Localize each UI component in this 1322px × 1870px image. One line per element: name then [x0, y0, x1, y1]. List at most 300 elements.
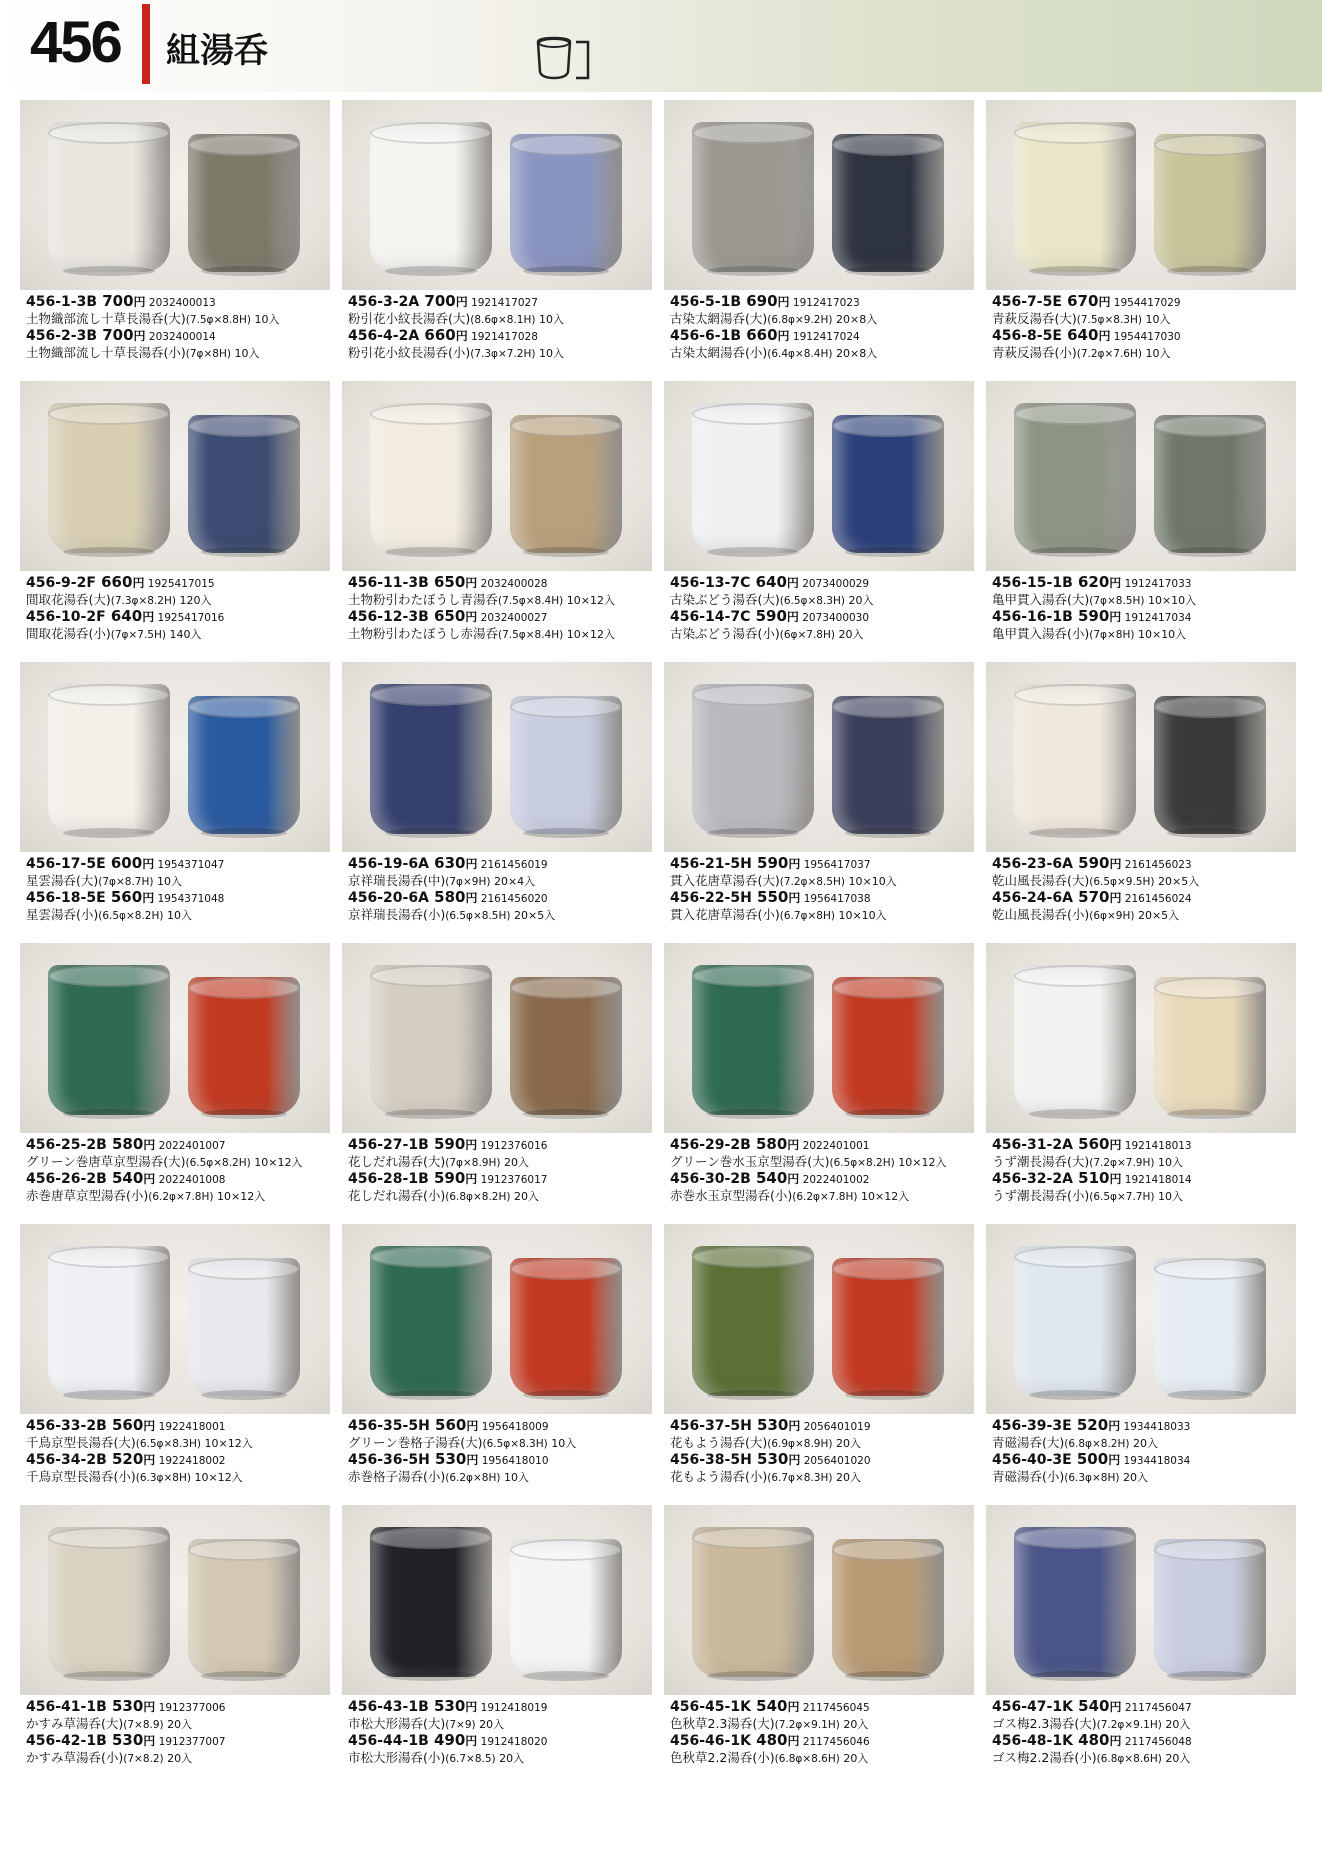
- product-price: 650: [428, 607, 466, 625]
- product-name: 青磁湯呑(大): [992, 1435, 1065, 1450]
- pack-quantity: 10入: [1141, 313, 1171, 326]
- yen-unit: 円: [1098, 329, 1111, 343]
- product-desc-line: [670, 907, 976, 924]
- product-size: (6.7×8.5): [445, 1753, 496, 1765]
- yen-unit: 円: [1109, 891, 1122, 905]
- product-size: (7.2φ×9.1H): [774, 1719, 840, 1731]
- product-price: 520: [1071, 1416, 1109, 1434]
- yen-unit: 円: [143, 1453, 156, 1467]
- product-code-line: [26, 294, 332, 311]
- product-size: (8.6φ×8.1H): [470, 314, 536, 326]
- product-info: [348, 856, 654, 924]
- teacup: [188, 1258, 300, 1396]
- teacup: [692, 403, 814, 553]
- yen-unit: 円: [787, 1172, 800, 1186]
- product-code-line: [26, 1452, 332, 1469]
- product-size: (6φ×7.8H): [779, 629, 835, 641]
- product-code: 456-6-1B: [670, 328, 741, 344]
- yen-unit: 円: [466, 1453, 479, 1467]
- product-price: 660: [741, 326, 778, 344]
- teacup-shadow: [201, 1671, 286, 1681]
- yen-unit: 円: [142, 610, 155, 624]
- product-price: 590: [750, 607, 787, 625]
- product-name: 星雲湯呑(大): [26, 873, 99, 888]
- teacup-rim: [692, 122, 814, 144]
- product-cell: [18, 662, 334, 944]
- product-photo: [986, 381, 1296, 571]
- yen-unit: 円: [143, 1734, 156, 1748]
- teacup: [188, 1539, 300, 1677]
- pack-quantity: 10入: [1141, 347, 1171, 360]
- product-size: (7×8.9): [123, 1719, 164, 1731]
- teacup-rim: [832, 415, 944, 437]
- jan-code: 2022401001: [799, 1140, 870, 1152]
- teacup-shadow: [845, 828, 930, 838]
- product-price: 590: [751, 854, 789, 872]
- teacup: [1154, 1258, 1266, 1396]
- product-cell: [984, 1224, 1300, 1506]
- jan-code: 2022401002: [799, 1174, 870, 1186]
- jan-code: 2161456019: [477, 859, 548, 871]
- product-desc-line: [348, 1469, 654, 1486]
- product-desc-line: [670, 1716, 976, 1733]
- product-desc-line: [670, 1154, 976, 1171]
- product-size: (6.5φ×8.5H): [445, 910, 511, 922]
- product-cell: [984, 943, 1300, 1225]
- pack-quantity: 20入: [495, 1752, 525, 1765]
- product-size: (7φ×8.9H): [445, 1157, 501, 1169]
- teacup-shadow: [707, 266, 800, 276]
- product-price: 540: [750, 1169, 788, 1187]
- yen-unit: 円: [1109, 576, 1122, 590]
- product-code: 456-10-2F: [26, 609, 106, 625]
- pack-quantity: 20×5入: [1154, 875, 1200, 888]
- product-desc-line: [992, 1750, 1298, 1767]
- teacup-shadow: [523, 1671, 608, 1681]
- teacup-shadow: [63, 1109, 156, 1119]
- teacup: [1014, 403, 1136, 553]
- product-price: 560: [105, 888, 143, 906]
- yen-unit: 円: [132, 576, 145, 590]
- product-desc-line: [670, 311, 976, 328]
- product-info: [26, 1418, 332, 1486]
- product-code-line: [348, 856, 654, 873]
- product-desc-line: [992, 1188, 1298, 1205]
- teacup: [188, 415, 300, 553]
- teacup-rim: [510, 977, 622, 999]
- product-code: 456-12-3B: [348, 609, 429, 625]
- product-code-line: [992, 890, 1298, 907]
- product-size: (6φ×9H): [1089, 910, 1135, 922]
- jan-code: 1921418014: [1121, 1174, 1192, 1186]
- pack-quantity: 10×12入: [563, 594, 615, 607]
- pack-quantity: 10×12入: [213, 1190, 266, 1203]
- product-price: 530: [751, 1416, 789, 1434]
- product-cell: [340, 1224, 656, 1506]
- teacup: [370, 684, 492, 834]
- product-desc-line: [26, 626, 332, 643]
- product-cell: [662, 381, 978, 663]
- teacup: [692, 122, 814, 272]
- yen-unit: 円: [455, 329, 468, 343]
- jan-code: 1912418020: [477, 1736, 548, 1748]
- teacup: [692, 684, 814, 834]
- pack-quantity: 10入: [163, 909, 192, 922]
- teacup: [832, 415, 944, 553]
- product-photo: [342, 1505, 652, 1695]
- product-photo: [20, 943, 330, 1133]
- product-info: [348, 294, 654, 362]
- jan-code: 2117456048: [1121, 1736, 1192, 1748]
- jan-code: 1921418013: [1121, 1140, 1192, 1152]
- teacup: [48, 403, 170, 553]
- teacup-rim: [1014, 122, 1136, 144]
- product-size: (6.3φ×8H): [135, 1472, 191, 1484]
- jan-code: 2056401019: [800, 1421, 871, 1433]
- product-name: 市松大形湯呑(小): [348, 1750, 446, 1765]
- pack-quantity: 10×12入: [250, 1156, 303, 1169]
- yen-unit: 円: [133, 295, 146, 309]
- product-price: 480: [1072, 1731, 1110, 1749]
- product-code-line: [992, 1452, 1298, 1469]
- product-price: 530: [429, 1450, 467, 1468]
- pack-quantity: 120入: [175, 594, 212, 607]
- yen-unit: 円: [787, 1138, 800, 1152]
- page-number: 456: [30, 10, 121, 75]
- teacup-shadow: [1167, 1109, 1252, 1119]
- product-info: [992, 1699, 1298, 1767]
- yen-unit: 円: [143, 1419, 156, 1433]
- product-desc-line: [26, 345, 332, 362]
- jan-code: 1956418010: [478, 1455, 549, 1467]
- yen-unit: 円: [465, 891, 478, 905]
- teacup-rim: [1154, 1539, 1266, 1561]
- product-name: 粉引花小紋長湯呑(大): [348, 311, 471, 326]
- teacup-shadow: [845, 1390, 930, 1400]
- teacup: [832, 1539, 944, 1677]
- teacup: [1154, 415, 1266, 553]
- teacup-shadow: [707, 828, 800, 838]
- yen-unit: 円: [788, 857, 801, 871]
- product-price: 640: [105, 607, 143, 625]
- teacup-rim: [692, 1246, 814, 1268]
- teacup-shadow: [1029, 266, 1122, 276]
- teacup-rim: [692, 1527, 814, 1549]
- jan-code: 2032400014: [145, 331, 216, 343]
- product-desc-line: [348, 345, 654, 362]
- teacup-rim: [832, 696, 944, 718]
- teacup-shadow: [385, 828, 478, 838]
- page-title: 組湯呑: [166, 31, 268, 71]
- teacup-shadow: [523, 547, 608, 557]
- product-price: 490: [428, 1731, 466, 1749]
- product-code-line: [26, 1733, 332, 1750]
- pack-quantity: 10入: [1154, 1156, 1183, 1169]
- pack-quantity: 10×12入: [190, 1471, 243, 1484]
- jan-code: 2022401007: [155, 1140, 226, 1152]
- product-size: (6.5φ×8.3H): [135, 1438, 201, 1450]
- product-desc-line: [26, 592, 332, 609]
- yen-unit: 円: [786, 610, 799, 624]
- teacup-rim: [1154, 415, 1266, 437]
- product-code-line: [670, 1733, 976, 1750]
- product-desc-line: [992, 345, 1298, 362]
- product-photo: [342, 943, 652, 1133]
- product-info: [348, 1137, 654, 1205]
- product-name: 千鳥京型長湯呑(大): [26, 1435, 136, 1450]
- product-cell: [18, 1224, 334, 1506]
- teacup-shadow: [707, 547, 800, 557]
- product-name: 貫入花唐草湯呑(小): [670, 907, 780, 922]
- jan-code: 1922418001: [155, 1421, 226, 1433]
- teacup: [832, 134, 944, 272]
- product-code-line: [670, 1452, 976, 1469]
- product-code: 456-31-2A: [992, 1137, 1073, 1153]
- product-info: [348, 1699, 654, 1767]
- yen-unit: 円: [465, 1138, 478, 1152]
- product-code-line: [348, 1699, 654, 1716]
- pack-quantity: 10×10入: [1134, 628, 1187, 641]
- product-price: 630: [428, 854, 466, 872]
- product-name: グリーン巻唐草京型湯呑(大): [26, 1154, 186, 1169]
- jan-code: 2117456045: [799, 1702, 870, 1714]
- teacup: [1014, 965, 1136, 1115]
- teacup-shadow: [201, 828, 286, 838]
- product-name: 間取花湯呑(小): [26, 626, 111, 641]
- product-name: 赤巻唐草京型湯呑(小): [26, 1188, 149, 1203]
- yen-unit: 円: [465, 1172, 478, 1186]
- product-size: (7φ×9H): [445, 876, 491, 888]
- pack-quantity: 10×10入: [834, 909, 887, 922]
- product-code-line: [348, 1137, 654, 1154]
- pack-quantity: 20入: [839, 1752, 869, 1765]
- pack-quantity: 20入: [1129, 1437, 1158, 1450]
- teacup: [1014, 1246, 1136, 1396]
- teacup-rim: [692, 965, 814, 987]
- product-desc-line: [348, 311, 654, 328]
- pack-quantity: 140入: [165, 628, 202, 641]
- product-code-line: [670, 890, 976, 907]
- product-name: 古染ぶどう湯呑(大): [670, 592, 780, 607]
- pack-quantity: 20×5入: [510, 909, 556, 922]
- product-name: 花もよう湯呑(大): [670, 1435, 768, 1450]
- product-code-line: [348, 328, 654, 345]
- teacup-shadow: [201, 266, 286, 276]
- teacup-shadow: [1167, 1390, 1252, 1400]
- yen-unit: 円: [142, 857, 155, 871]
- jan-code: 2032400027: [477, 612, 548, 624]
- teacup-shadow: [63, 1671, 156, 1681]
- product-size: (6.8φ×8.6H): [1096, 1753, 1162, 1765]
- product-size: (6.8φ×8.6H): [774, 1753, 840, 1765]
- pack-quantity: 20×5入: [1134, 909, 1180, 922]
- teacup: [370, 1246, 492, 1396]
- yen-unit: 円: [143, 1138, 156, 1152]
- teacup: [1014, 122, 1136, 272]
- product-price: 650: [428, 573, 466, 591]
- pack-quantity: 10入: [535, 313, 564, 326]
- jan-code: 2117456046: [799, 1736, 870, 1748]
- pack-quantity: 20×8入: [832, 313, 878, 326]
- product-price: 640: [1061, 326, 1099, 344]
- product-code: 456-4-2A: [348, 328, 420, 344]
- teacup-shadow: [707, 1671, 800, 1681]
- teacup-rim: [832, 1539, 944, 1561]
- product-desc-line: [670, 1188, 976, 1205]
- product-code-line: [348, 1171, 654, 1188]
- product-name: 貫入花唐草湯呑(大): [670, 873, 780, 888]
- product-price: 660: [95, 573, 133, 591]
- product-price: 510: [1072, 1169, 1110, 1187]
- product-code: 456-23-6A: [992, 856, 1073, 872]
- teacup-shadow: [845, 1109, 930, 1119]
- product-name: 青磁湯呑(小): [992, 1469, 1065, 1484]
- teacup: [370, 1527, 492, 1677]
- product-photo: [986, 100, 1296, 290]
- product-size: (7φ×8.7H): [98, 876, 154, 888]
- teacup: [692, 1246, 814, 1396]
- teacup-shadow: [1029, 1390, 1122, 1400]
- teacup-rim: [1014, 1527, 1136, 1549]
- product-price: 530: [106, 1697, 144, 1715]
- pack-quantity: 20入: [163, 1718, 193, 1731]
- product-price: 530: [751, 1450, 789, 1468]
- product-size: (7.2φ×8.5H): [779, 876, 845, 888]
- teacup: [1154, 696, 1266, 834]
- yen-unit: 円: [465, 1734, 478, 1748]
- product-size: (6.4φ×8.4H): [767, 348, 833, 360]
- jan-code: 1954417030: [1110, 331, 1181, 343]
- product-name: 花もよう湯呑(小): [670, 1469, 768, 1484]
- product-size: (6.5φ×9.5H): [1089, 876, 1155, 888]
- teacup-shadow: [385, 1390, 478, 1400]
- teacup: [832, 696, 944, 834]
- product-price: 670: [1061, 292, 1099, 310]
- product-name: 間取花湯呑(大): [26, 592, 111, 607]
- yen-unit: 円: [788, 1419, 801, 1433]
- pack-quantity: 10入: [153, 875, 182, 888]
- pack-quantity: 20入: [475, 1718, 505, 1731]
- jan-code: 1922418002: [155, 1455, 226, 1467]
- pack-quantity: 20入: [510, 1190, 539, 1203]
- jan-code: 2032400013: [145, 297, 216, 309]
- pack-quantity: 10×10入: [1144, 594, 1197, 607]
- product-info: [26, 294, 332, 362]
- yen-unit: 円: [1108, 1419, 1121, 1433]
- product-code-line: [348, 1452, 654, 1469]
- teacup-shadow: [201, 1390, 286, 1400]
- teacup-rim: [692, 684, 814, 706]
- jan-code: 1954371047: [154, 859, 225, 871]
- product-name: うず潮長湯呑(大): [992, 1154, 1090, 1169]
- teacup-shadow: [523, 828, 608, 838]
- product-info: [992, 294, 1298, 362]
- product-desc-line: [348, 873, 654, 890]
- pack-quantity: 20入: [1119, 1471, 1148, 1484]
- teacup-rim: [1154, 696, 1266, 718]
- teacup-shadow: [707, 1109, 800, 1119]
- product-desc-line: [992, 311, 1298, 328]
- teacup-rim: [188, 134, 300, 156]
- yen-unit: 円: [1109, 1172, 1122, 1186]
- teacup: [370, 403, 492, 553]
- product-code: 456-32-2A: [992, 1171, 1073, 1187]
- teacup: [188, 977, 300, 1115]
- teacup: [370, 122, 492, 272]
- product-code: 456-44-1B: [348, 1733, 429, 1749]
- product-size: (7.3φ×8.2H): [110, 595, 176, 607]
- product-price: 540: [106, 1169, 144, 1187]
- product-desc-line: [348, 907, 654, 924]
- product-photo: [664, 381, 974, 571]
- product-code-line: [348, 1733, 654, 1750]
- product-cell: [340, 100, 656, 382]
- product-code-line: [670, 609, 976, 626]
- product-name: 赤巻水玉京型湯呑(小): [670, 1188, 793, 1203]
- jan-code: 1912418019: [477, 1702, 548, 1714]
- teacup-shadow: [63, 828, 156, 838]
- jan-code: 1912377007: [155, 1736, 226, 1748]
- product-price: 640: [750, 573, 787, 591]
- product-code-line: [992, 1699, 1298, 1716]
- product-photo: [20, 1505, 330, 1695]
- teacup: [48, 122, 170, 272]
- product-desc-line: [992, 873, 1298, 890]
- product-code-line: [670, 294, 976, 311]
- product-info: [992, 1137, 1298, 1205]
- product-price: 540: [1072, 1697, 1110, 1715]
- pack-quantity: 20入: [832, 1437, 861, 1450]
- product-name: 千鳥京型長湯呑(小): [26, 1469, 136, 1484]
- jan-code: 1921417028: [467, 331, 538, 343]
- pack-quantity: 10×12入: [200, 1437, 253, 1450]
- product-name: 京祥瑞長湯呑(小): [348, 907, 446, 922]
- product-desc-line: [348, 1435, 654, 1452]
- pack-quantity: 10×12入: [894, 1156, 947, 1169]
- product-name: 青萩反湯呑(小): [992, 345, 1077, 360]
- product-price: 700: [97, 292, 134, 310]
- jan-code: 2056401020: [800, 1455, 871, 1467]
- jan-code: 1956417037: [800, 859, 871, 871]
- product-cell: [18, 1505, 334, 1787]
- teacup-shadow: [385, 1109, 478, 1119]
- product-name: 星雲湯呑(小): [26, 907, 99, 922]
- jan-code: 1912376017: [477, 1174, 548, 1186]
- jan-code: 1912417024: [789, 331, 860, 343]
- product-desc-line: [670, 1750, 976, 1767]
- product-info: [992, 1418, 1298, 1486]
- product-name: 花しだれ湯呑(小): [348, 1188, 446, 1203]
- product-desc-line: [992, 907, 1298, 924]
- jan-code: 1921417027: [467, 297, 538, 309]
- product-code: 456-21-5H: [670, 856, 752, 872]
- product-name: 土物粉引わたぼうし赤湯呑: [348, 626, 499, 641]
- teacup-rim: [510, 1539, 622, 1561]
- product-size: (6.3φ×8H): [1064, 1472, 1120, 1484]
- teacup-rim: [1014, 684, 1136, 706]
- product-code-line: [992, 1733, 1298, 1750]
- product-code: 456-1-3B: [26, 294, 97, 310]
- teacup-shadow: [201, 1109, 286, 1119]
- product-name: 古染太網湯呑(小): [670, 345, 768, 360]
- product-code: 456-20-6A: [348, 890, 429, 906]
- product-info: [26, 856, 332, 924]
- teacup: [510, 696, 622, 834]
- product-price: 620: [1072, 573, 1110, 591]
- product-cell: [340, 1505, 656, 1787]
- jan-code: 2073400030: [798, 612, 870, 624]
- yen-unit: 円: [1109, 1700, 1122, 1714]
